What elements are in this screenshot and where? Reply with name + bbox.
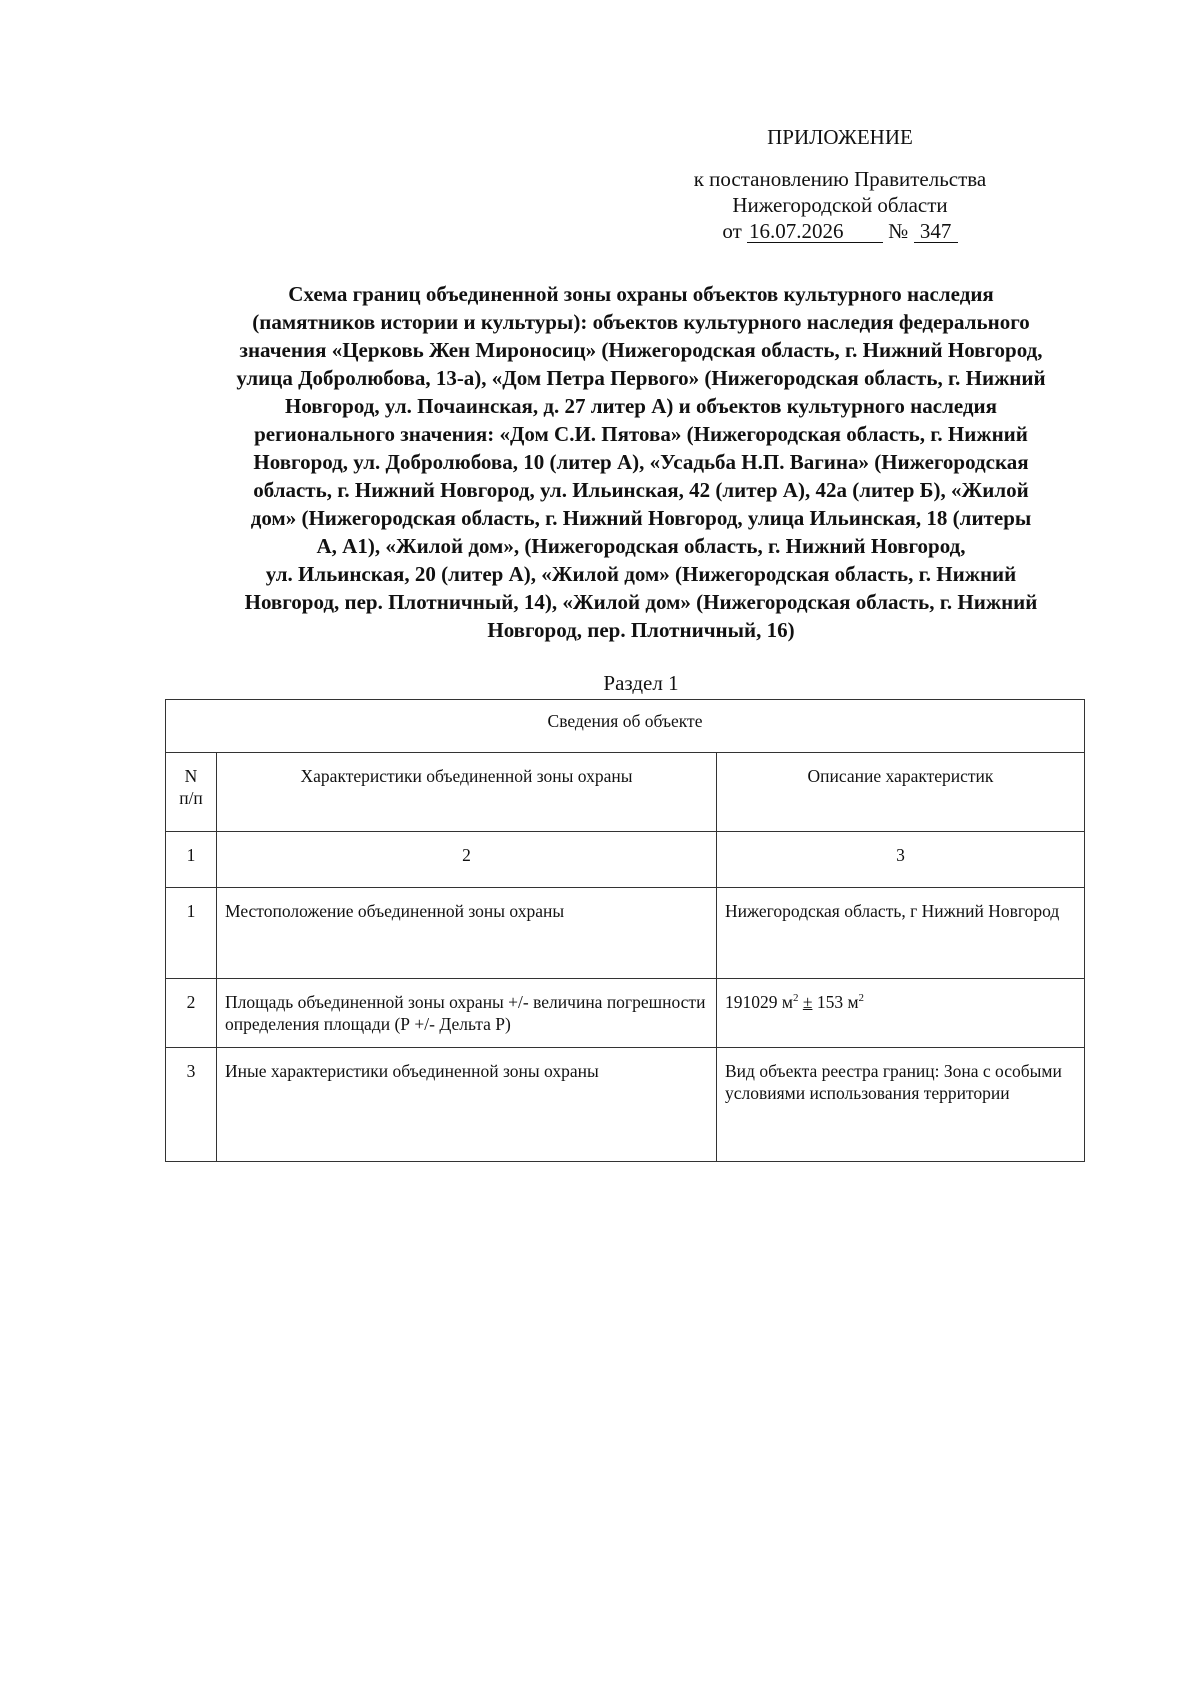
heading-line: значения «Церковь Жен Мироносиц» (Нижегородская область, г. Нижний Новгород, <box>239 338 1043 362</box>
row-number: 3 <box>166 1048 217 1162</box>
section-title: Раздел 1 <box>603 671 679 695</box>
row-description: Нижегородская область, г Нижний Новгород <box>717 888 1085 979</box>
heading-line: Новгород, пер. Плотничный, 16) <box>487 618 795 642</box>
heading-line: Новгород, пер. Плотничный, 14), «Жилой дом» (Нижегородская область, г. Нижний <box>244 590 1038 614</box>
header-description: Описание характеристик <box>717 753 1085 832</box>
document-heading <box>165 280 1117 644</box>
index-cell: 1 <box>166 832 217 888</box>
table-header-row <box>166 753 1085 832</box>
table-caption: Сведения об объекте <box>166 700 1085 753</box>
row-number: 1 <box>166 888 217 979</box>
index-cell: 2 <box>217 832 717 888</box>
plus-minus-sign: ± <box>802 992 813 1012</box>
table-caption-row <box>166 700 1085 753</box>
heading-line: регионального значения: «Дом С.И. Пятова» (Нижегородская область, г. Нижний <box>254 422 1028 446</box>
header-number-line-1: N <box>184 766 198 786</box>
row-characteristic: Площадь объединенной зоны охраны +/- величина погрешности определения площади (Р +/- Дельта Р) <box>217 979 717 1048</box>
error-unit-sup: 2 <box>858 992 865 1005</box>
table-row <box>166 888 1085 979</box>
heading-line: (памятников истории и культуры): объектов культурного наследия федерального <box>252 310 1030 334</box>
heading-line: Новгород, ул. Добролюбова, 10 (литер А), «Усадьба Н.П. Вагина» (Нижегородская <box>253 450 1029 474</box>
header-characteristics: Характеристики объединенной зоны охраны <box>217 753 717 832</box>
appendix-line-2: Нижегородской области <box>732 193 948 217</box>
heading-line: дом» (Нижегородская область, г. Нижний Новгород, улица Ильинская, 18 (литеры <box>250 506 1032 530</box>
header-number-cell <box>166 753 217 832</box>
heading-line: Схема границ объединенной зоны охраны объектов культурного наследия <box>288 282 994 306</box>
index-cell: 3 <box>717 832 1085 888</box>
resolution-date: 16.07.2026 <box>747 220 883 243</box>
appendix-title: ПРИЛОЖЕНИЕ <box>767 125 913 149</box>
table-row <box>166 979 1085 1048</box>
resolution-number: 347 <box>914 220 958 243</box>
table-index-row <box>166 832 1085 888</box>
heading-line: область, г. Нижний Новгород, ул. Ильинская, 42 (литер А), 42а (литер Б), «Жилой <box>253 478 1029 502</box>
area-value: 191029 м <box>725 992 793 1012</box>
row-characteristic: Местоположение объединенной зоны охраны <box>217 888 717 979</box>
area-error: 153 м <box>812 992 859 1012</box>
row-characteristic: Иные характеристики объединенной зоны охраны <box>217 1048 717 1162</box>
row-description <box>717 979 1085 1048</box>
heading-line: улица Добролюбова, 13-а), «Дом Петра Первого» (Нижегородская область, г. Нижний <box>236 366 1046 390</box>
appendix-date-line <box>660 218 1020 244</box>
row-number: 2 <box>166 979 217 1048</box>
number-prefix: № <box>888 219 909 243</box>
object-info-table <box>165 699 1085 1162</box>
row-description: Вид объекта реестра границ: Зона с особыми условиями использования территории <box>717 1048 1085 1162</box>
heading-line: Новгород, ул. Почаинская, д. 27 литер А) и объектов культурного наследия <box>284 394 998 418</box>
appendix-line-1: к постановлению Правительства <box>693 167 987 191</box>
date-prefix: от <box>722 219 742 243</box>
appendix-block <box>660 124 1020 244</box>
heading-line: ул. Ильинская, 20 (литер А), «Жилой дом» (Нижегородская область, г. Нижний <box>265 562 1017 586</box>
table-row <box>166 1048 1085 1162</box>
area-unit-sup: 2 <box>792 992 799 1005</box>
heading-line: А, А1), «Жилой дом», (Нижегородская область, г. Нижний Новгород, <box>316 534 966 558</box>
header-number-line-2: п/п <box>179 788 203 808</box>
